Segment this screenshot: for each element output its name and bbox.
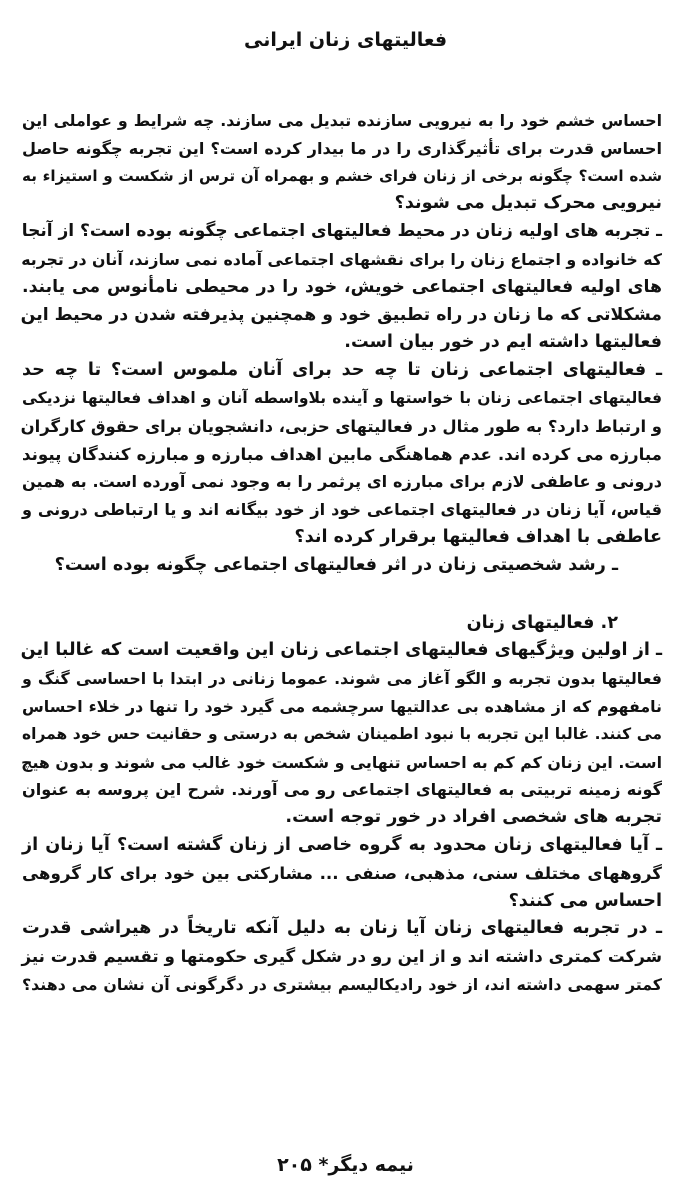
text-line: فعالیتها بدون تجربه و الگو آغاز می شوند. عموما زنانی در ابتدا با احساسی گنگ و — [22, 669, 662, 689]
text-line: نیرویی محرک تبدیل می شوند؟ — [394, 193, 662, 214]
section-title: ۲. فعالیتهای زنان — [466, 612, 618, 633]
paragraph-specific-groups — [22, 832, 662, 915]
text-line: شرکت کمتری داشته اند و از این رو در شکل گیری حکومتها و تقسیم قدرت نیز — [21, 946, 662, 967]
text-line: و ارتباط دارد؟ به طور مثال در فعالیتهای حزبی، دانشجویان برای حقوق کارگران — [20, 416, 662, 436]
text-line: گروههای مختلف سنی، مذهبی، صنفی ... مشارکتی بین خود برای کار گروهی — [22, 862, 662, 883]
text-line: ـ فعالیتهای اجتماعی زنان تا چه حد برای آنان ملموس است؟ تا چه حد — [22, 360, 662, 381]
text-line: می کنند. غالبا این تجربه با نبود اطمینان شخص به درستی و حقانیت حس خود همراه — [22, 724, 662, 743]
text-line: گونه زمینه تربیتی به فعالیتهای اجتماعی رو می آورند. شرح این پروسه به عنوان — [22, 780, 662, 800]
text-line: های اولیه فعالیتهای اجتماعی خویش، خود را در محیطی نامأنوس می یابند. — [22, 276, 662, 297]
paragraph-tangibility — [22, 357, 662, 552]
text-line: فعالیتها داشته ایم در خور بیان است. — [344, 332, 662, 353]
text-line: احساس خشم خود را به نیرویی سازنده تبدیل می سازند. چه شرایط و عواملی این — [22, 111, 662, 130]
running-head: فعالیتهای زنان ایرانی — [243, 29, 448, 51]
text-line: مبارزه می کرده اند. عدم هماهنگی مابین اهداف مبارزه و مبارزه کنندگان پیوند — [22, 443, 662, 464]
text-line: تجربه های شخصی افراد در خور توجه است. — [285, 807, 662, 828]
text-line: ـ آیا فعالیتهای زنان محدود به گروه خاصی از زنان گشته است؟ آیا زنان از — [22, 834, 662, 855]
text-line: مشکلاتی که ما زنان در راه تطبیق خود و همچنین پذیرفته شدن در محیط این — [20, 304, 662, 325]
text-line: است. این زنان کم کم به احساس تنهایی و شکست خود غالب می شوند و بدون هیچ — [21, 752, 662, 772]
section-spacer — [22, 580, 662, 610]
text-line: عاطفی با اهداف فعالیتها برقرار کرده اند؟ — [294, 526, 662, 547]
body-text — [22, 107, 662, 999]
text-line: ـ تجربه های اولیه زنان در محیط فعالیتهای اجتماعی چگونه بوده است؟ از آنجا — [21, 221, 662, 242]
text-line: کمتر سهمی داشته اند، از خود رادیکالیسم بیشتری در دگرگونی آن نشان می دهند؟ — [22, 974, 662, 994]
text-line: فعالیتهای اجتماعی زنان با خواستها و آینده بلاواسطه آنان و اهداف فعالیتها نزدیکی — [22, 388, 662, 407]
paragraph-personal-growth — [22, 552, 662, 580]
section-heading — [22, 610, 662, 638]
text-line: ـ رشد شخصیتی زنان در اثر فعالیتهای اجتماعی چگونه بوده است؟ — [54, 554, 618, 575]
paragraph-questions-intro — [22, 107, 662, 218]
text-line: ـ در تجربه فعالیتهای زنان آیا زنان به دلیل آنکه تاریخاً در هیراشی قدرت — [22, 918, 662, 939]
text-line: نامفهوم که از مشاهده بی عدالتیها سرچشمه می گیرد خود را تنها در خلاء احساس — [22, 696, 662, 716]
paragraph-radicalism — [22, 915, 662, 998]
text-line: شده است؟ چگونه برخی از زنان فرای خشم و بهمراه آن ترس از شکست و استیزاء به — [22, 166, 662, 185]
paragraph-early-experiences — [22, 218, 662, 357]
text-line: قیاس، آیا زنان در فعالیتهای اجتماعی خود از خود بیگانه اند و یا ارتباطی درونی و — [22, 500, 662, 520]
page-footer: نیمه دیگر* ۲۰۵ — [277, 1154, 414, 1176]
text-line: احساس می کنند؟ — [508, 890, 662, 911]
paragraph-no-model — [22, 637, 662, 832]
text-line: درونی و عاطفی لازم برای مبارزه ای پرثمر را به وجود نمی آورده است. به همین — [22, 472, 662, 492]
text-line: ـ از اولین ویژگیهای فعالیتهای اجتماعی زنان این واقعیت است که غالبا این — [20, 640, 662, 661]
text-line: احساس قدرت برای تأثیرگذاری را در ما بیدار کرده است؟ این تجربه چگونه حاصل — [22, 138, 662, 158]
text-line: که خانواده و اجتماع زنان را برای نقشهای اجتماعی آماده نمی سازند، آنان در تجربه — [21, 249, 662, 269]
